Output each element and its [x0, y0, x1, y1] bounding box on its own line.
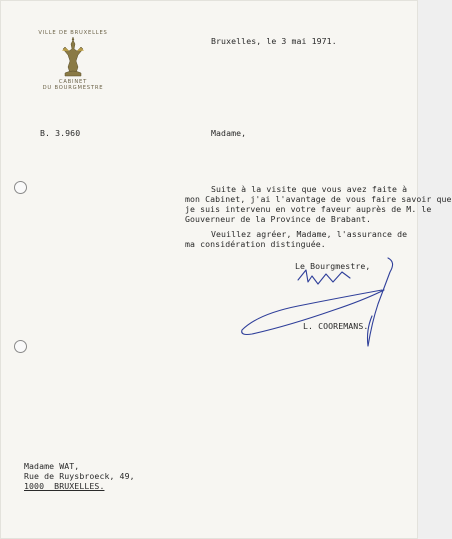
- letterhead-office-sub: DU BOURGMESTRE: [42, 85, 104, 91]
- reference-number: B. 3.960: [40, 128, 81, 138]
- date-line: Bruxelles, le 3 mai 1971.: [211, 36, 337, 46]
- body-line: ma considération distinguée.: [185, 239, 326, 249]
- recipient-name: Madame WAT,: [24, 461, 80, 471]
- letterhead: [28, 30, 118, 91]
- signatory-name: L. COOREMANS.: [303, 321, 369, 331]
- handwritten-signature: [238, 256, 408, 356]
- punch-hole-top: [14, 181, 27, 194]
- letterhead-city: VILLE DE BRUXELLES: [38, 30, 108, 36]
- body-line: je suis intervenu en votre faveur auprès de M. le: [185, 204, 432, 214]
- signature-title: Le Bourgmestre,: [295, 261, 371, 271]
- recipient-street: Rue de Ruysbroeck, 49,: [24, 471, 135, 481]
- body-line: Gouverneur de la Province de Brabant.: [185, 214, 372, 224]
- body-line: Suite à la visite que vous avez faite à: [211, 184, 408, 194]
- body-line: Veuillez agréer, Madame, l'assurance de: [211, 229, 408, 239]
- punch-hole-bottom: [14, 340, 27, 353]
- saint-michael-crest-icon: [59, 37, 87, 77]
- recipient-city: 1000 BRUXELLES.: [24, 481, 105, 491]
- salutation: Madame,: [211, 128, 247, 138]
- letterhead-office: CABINET: [58, 79, 88, 85]
- body-line: mon Cabinet, j'ai l'avantage de vous faire savoir que: [185, 194, 452, 204]
